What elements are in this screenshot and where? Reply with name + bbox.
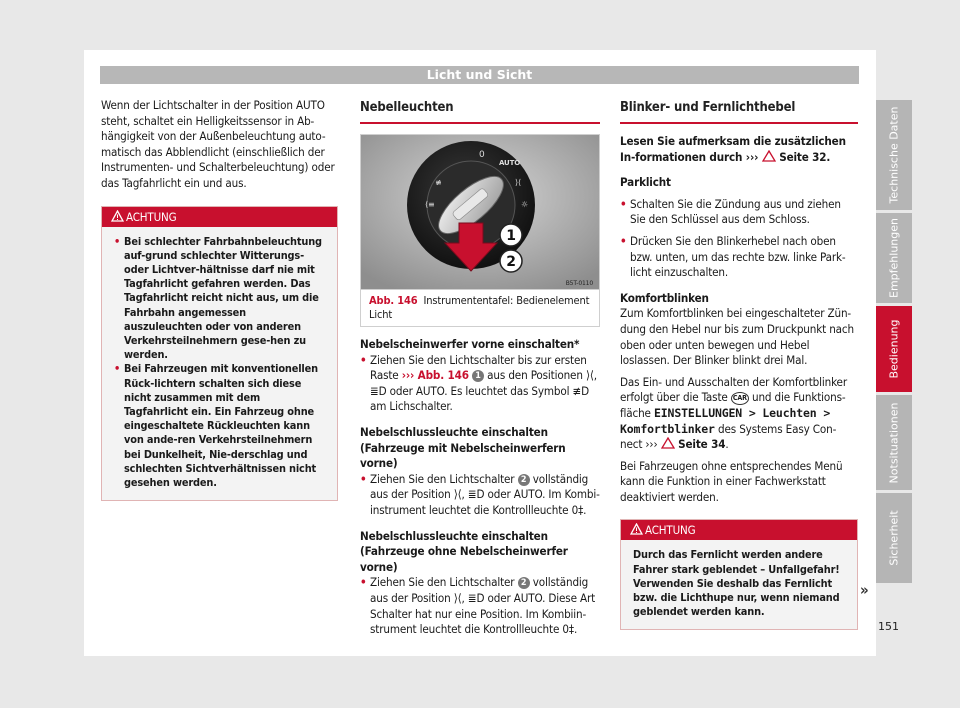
parklicht-step: • Drücken Sie den Blinkerhebel nach oben bzw. unten, um das rechte bzw. linke Park-licht einzuschalten. bbox=[620, 234, 858, 281]
warning-title: ACHTUNG bbox=[645, 523, 696, 538]
rear-fog-icon: 0‡ bbox=[562, 622, 574, 637]
low-beam-icon: ≣D bbox=[467, 487, 485, 502]
rear-fog-icon: 0‡ bbox=[571, 502, 584, 517]
warning-triangle-icon bbox=[762, 150, 776, 162]
tab-technische-daten[interactable]: Technische Daten bbox=[876, 100, 912, 210]
light-switch-figure bbox=[360, 134, 600, 290]
light-switch-illustration bbox=[361, 135, 599, 289]
tab-sicherheit[interactable]: Sicherheit bbox=[876, 493, 912, 583]
figure-caption bbox=[360, 290, 600, 327]
page-reference-link[interactable]: Seite 34 bbox=[674, 437, 726, 452]
warning-bullet: • Bei Fahrzeugen mit konventionellen Rück-lichtern schalten sich diese nicht zusammen mit dem Tagfahrlicht ein. Ein Fahrzeug ohne eingeschaltete Rückleuchten kann von ande-ren Verkehrsteilnehmern bei Dunkelheit, Nie-derschlag und schlechten Sichtverhältnissen nicht gesehen werden. bbox=[114, 362, 327, 490]
instruction-fog-front: • Ziehen Sie den Lichtschalter bis zur ersten Raste ››› Abb. 146 1 aus den Positionen ⟩⟨, ≣D oder AUTO. Es leuchtet das Symbol ≢D am Lichschalter. bbox=[360, 353, 600, 415]
section-title-blinker: Blinker- und Fernlichthebel bbox=[620, 98, 858, 124]
subheading-rear-fog-without-front: Nebelschlussleuchte einschalten (Fahrzeuge ohne Nebelscheinwerfer vorne) bbox=[360, 528, 568, 574]
warning-triangle-icon bbox=[111, 210, 124, 222]
warning-box-1 bbox=[101, 206, 338, 502]
warning-bullet: • Bei schlechter Fahrbahnbeleuchtung auf-grund schlechter Witterungs- oder Lichtver-hältnisse darf nie mit Tagfahrlicht gefahren werden. Das Tagfahrlicht reicht nicht aus, um die Fahrbahn angemessen auszuleuchten oder von anderen Verkehrsteilnehmern gese-hen zu werden. bbox=[114, 235, 327, 363]
dial-label-auto: AUTO bbox=[499, 159, 521, 167]
subheading-rear-fog-with-front: Nebelschlussleuchte einschalten (Fahrzeuge mit Nebelscheinwerfern vorne) bbox=[360, 424, 566, 471]
warning-title: ACHTUNG bbox=[126, 209, 177, 224]
intro-paragraph: Wenn der Lichtschalter in der Position AUTO steht, schaltet ein Helligkeitssensor in Ab-hängigkeit von der Außenbeleuchtung auto-matisch das Abblendlicht (einschließlich der Instrumenten- und Schalterbeleuchtung) oder das Tagfahrlicht ein und aus. bbox=[101, 98, 335, 190]
column-1 bbox=[101, 98, 338, 501]
instruction-rear-fog-with-front: • Ziehen Sie den Lichtschalter 2 vollständig aus der Position ⟩⟨, ≣D oder AUTO. Im Kombi-instrument leuchtet die Kontrollleuchte 0‡. bbox=[360, 472, 600, 519]
column-3 bbox=[620, 98, 858, 630]
subheading-fog-front: Nebelscheinwerfer vorne einschalten* bbox=[360, 337, 580, 351]
warning-header bbox=[621, 520, 857, 540]
caption-label: Abb. 146 bbox=[369, 294, 418, 307]
warning-triangle-icon bbox=[630, 523, 643, 535]
page-reference-link[interactable]: Seite 32 bbox=[775, 149, 827, 164]
callout-number: 2 bbox=[518, 577, 530, 589]
tab-notsituationen[interactable]: Notsituationen bbox=[876, 395, 912, 490]
page-header: Licht und Sicht bbox=[100, 66, 859, 84]
svg-text:⟨≡: ⟨≡ bbox=[425, 200, 435, 209]
dial-label-off: 0 bbox=[479, 150, 485, 160]
subheading-parklicht: Parklicht bbox=[620, 175, 671, 190]
komfort-paragraph-1: Zum Komfortblinken bei eingeschalteter Zün-dung den Hebel nur bis zum Druckpunkt nach oben oder unten bewegen und Hebel loslassen. Der Blinker blinkt drei Mal. bbox=[620, 306, 854, 368]
page-number: 151 bbox=[878, 620, 899, 633]
side-tabs bbox=[876, 50, 912, 656]
svg-text:☼: ☼ bbox=[521, 200, 529, 209]
figure-marker-1: 1 bbox=[506, 228, 516, 244]
callout-number: 2 bbox=[518, 474, 530, 486]
figure-code: B5T-0110 bbox=[565, 280, 593, 287]
tab-empfehlungen[interactable]: Empfehlungen bbox=[876, 213, 912, 303]
warning-header bbox=[102, 207, 337, 227]
low-beam-icon: ≣D bbox=[467, 590, 485, 605]
front-fog-icon: ≢D bbox=[572, 383, 589, 398]
tab-bedienung[interactable]: Bedienung bbox=[876, 306, 912, 392]
warning-triangle-icon bbox=[661, 437, 675, 449]
parklicht-step: • Schalten Sie die Zündung aus und ziehen Sie den Schlüssel aus dem Schloss. bbox=[620, 197, 858, 228]
column-2 bbox=[360, 98, 600, 638]
figure-reference-link[interactable]: ››› Abb. 146 bbox=[401, 368, 469, 383]
low-beam-icon: ≣D bbox=[370, 383, 387, 398]
read-note: Lesen Sie aufmerksam die zusätzlichen In-formationen durch ››› Seite 32. bbox=[620, 134, 846, 164]
subheading-komfortblinken: Komfortblinken bbox=[620, 290, 709, 305]
warning-body: Durch das Fernlicht werden andere Fahrer stark geblendet – Unfallgefahr! Verwenden Sie deshalb das Fernlicht bzw. die Lichthupe nur, wenn niemand geblendet werden kann. bbox=[621, 540, 857, 629]
figure-marker-2: 2 bbox=[506, 254, 516, 270]
caption-text: Instrumententafel: Bedienelement Licht bbox=[369, 294, 590, 321]
svg-text:≢: ≢ bbox=[435, 178, 442, 187]
instruction-rear-fog-without-front: • Ziehen Sie den Lichtschalter 2 vollständig aus der Position ⟩⟨, ≣D oder AUTO. Diese Art Schalter hat nur eine Position. Im Kombiin-strument leuchtet die Kontrollleuchte 0‡. bbox=[360, 575, 600, 637]
section-title-nebelleuchten: Nebelleuchten bbox=[360, 98, 600, 124]
callout-number: 1 bbox=[472, 370, 484, 382]
warning-body bbox=[102, 227, 337, 501]
komfort-paragraph-3: Bei Fahrzeugen ohne entsprechendes Menü kann die Funktion in einer Fachwerkstatt deaktiviert werden. bbox=[620, 458, 843, 504]
komfort-paragraph-2: Das Ein- und Ausschalten der Komfortblinker erfolgt über die Taste CAR und die Funktions-fläche EINSTELLUNGEN > Leuchten > Komfortblinker des Systems Easy Con-nect ››› Seite 34. bbox=[620, 374, 847, 452]
car-key-icon: CAR bbox=[731, 392, 749, 405]
menu-path: EINSTELLUNGEN > Leuchten > Komfortblinker bbox=[620, 405, 831, 436]
continue-mark: » bbox=[860, 581, 869, 599]
warning-box-2 bbox=[620, 519, 858, 630]
svg-text:⟩⟨: ⟩⟨ bbox=[515, 178, 521, 187]
